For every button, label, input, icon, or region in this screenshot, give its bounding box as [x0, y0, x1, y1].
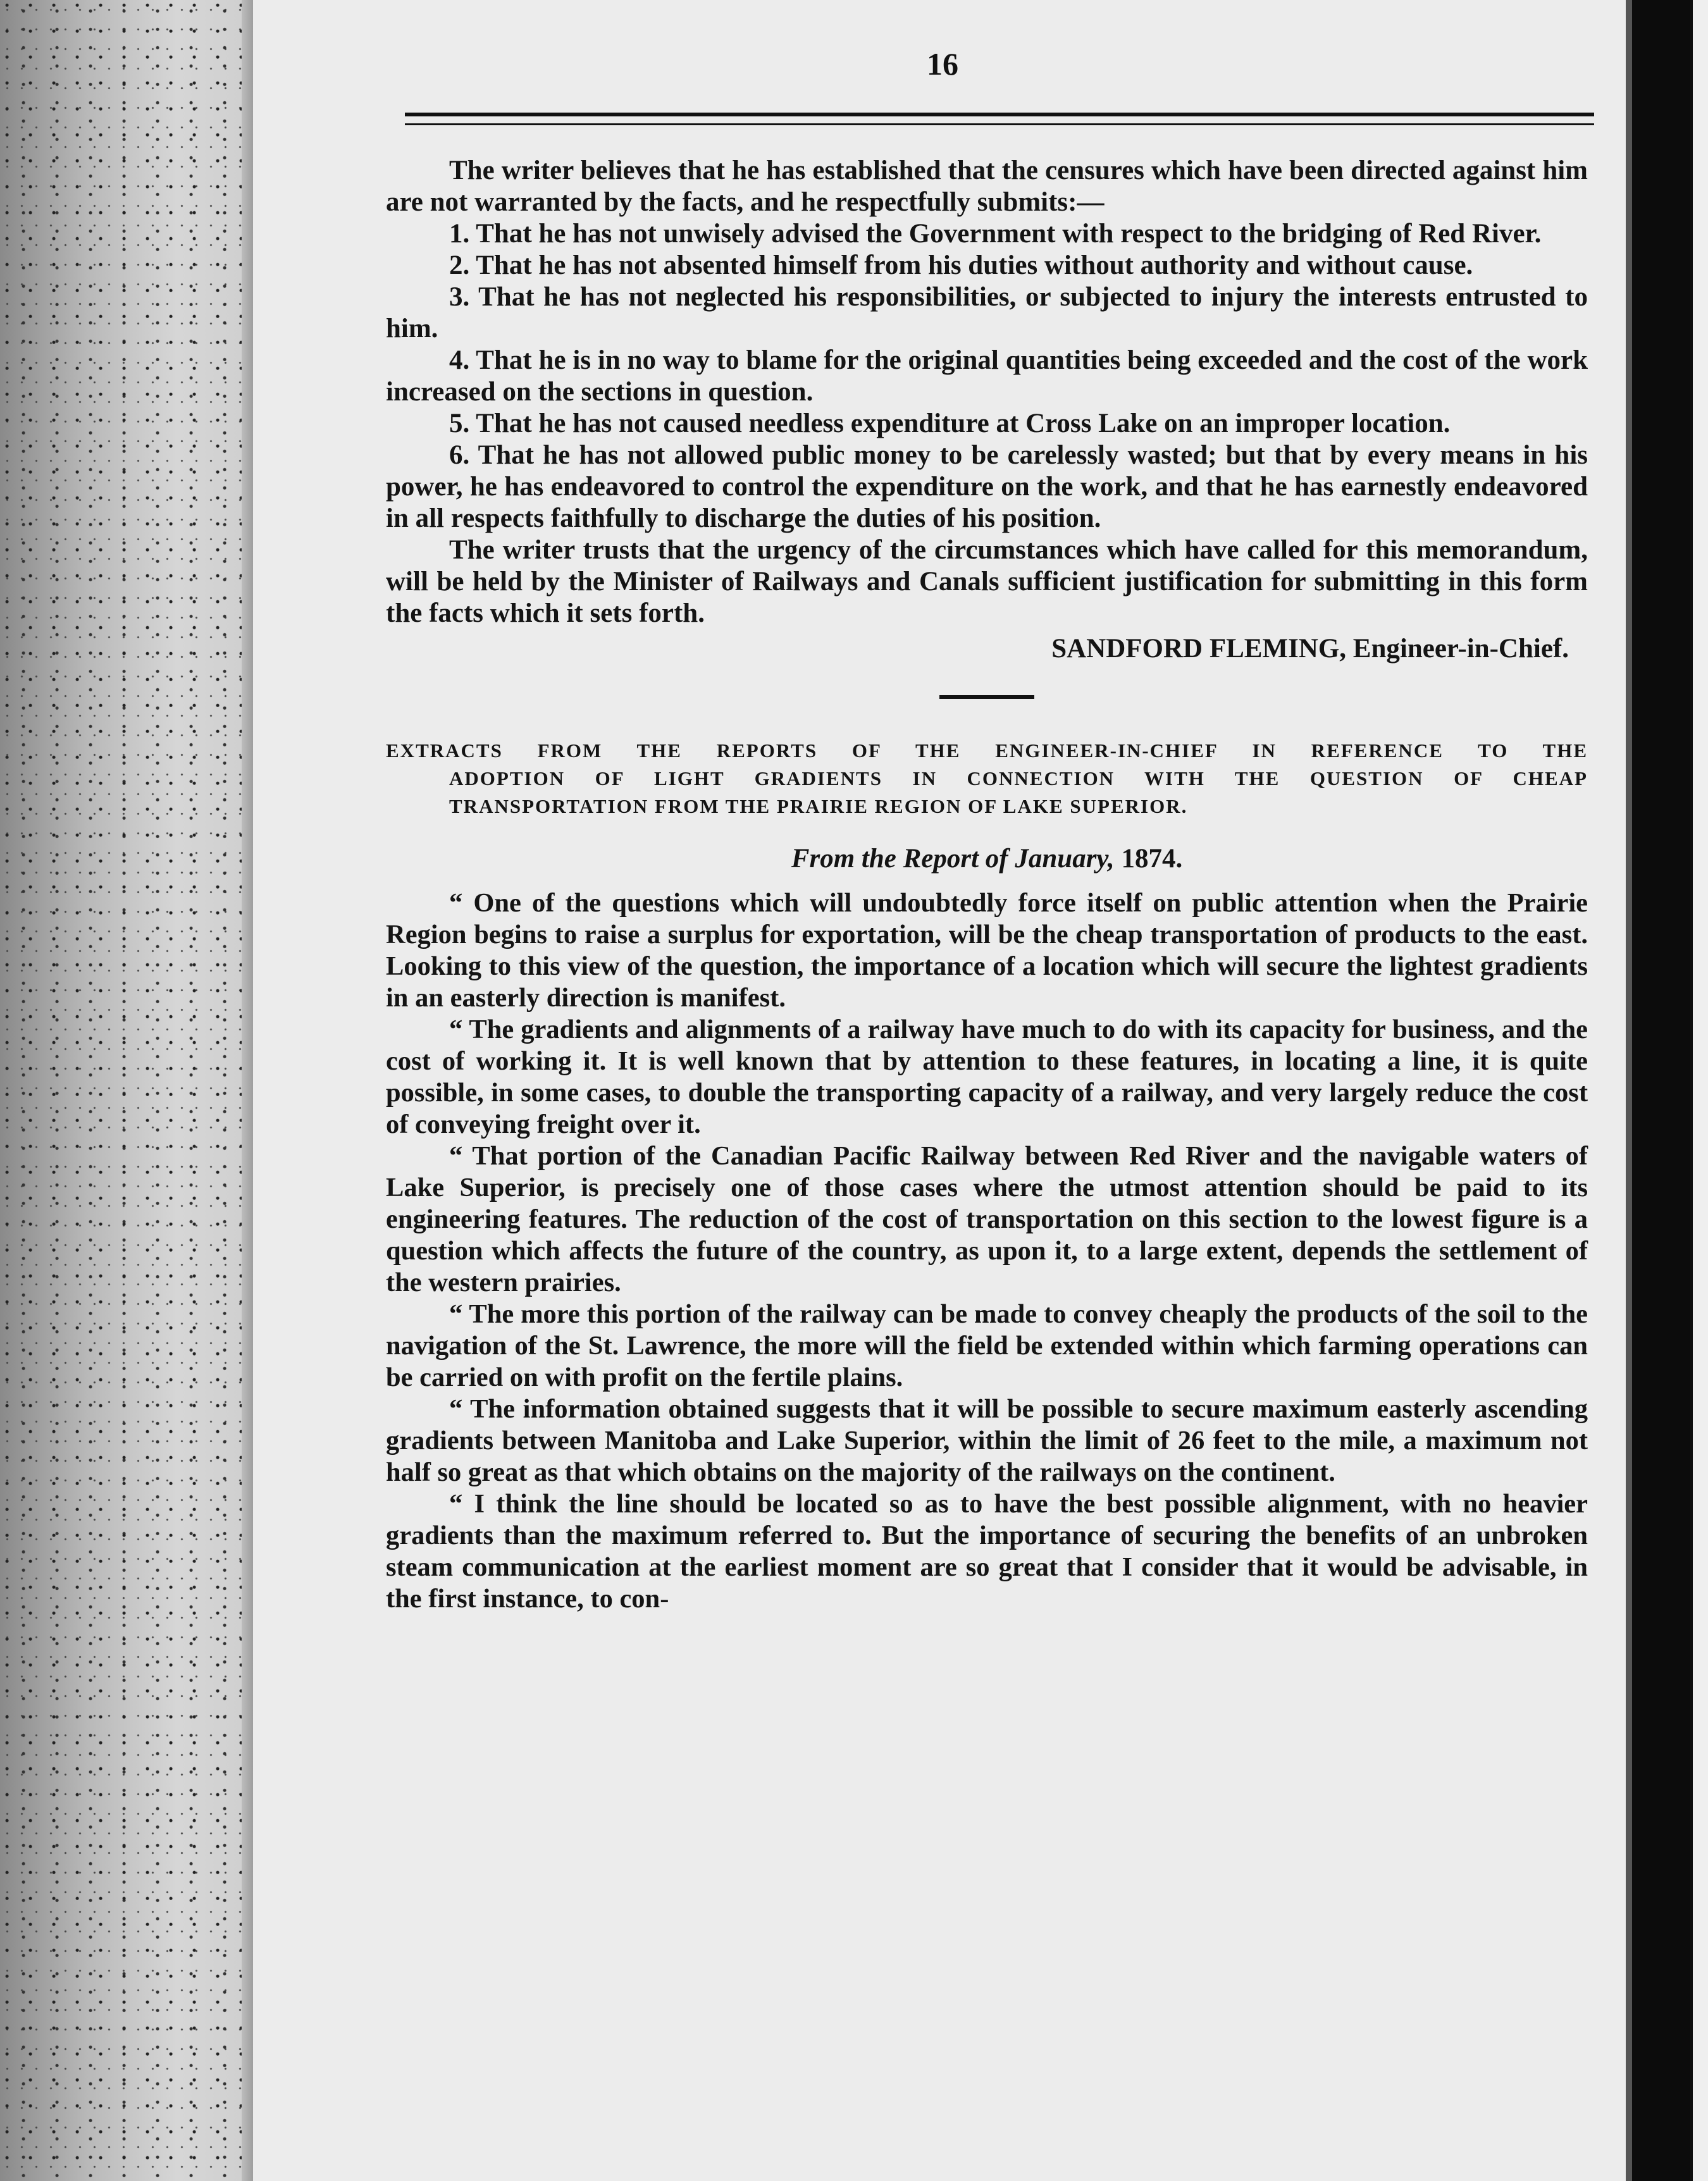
adjacent-page-edge	[1632, 0, 1708, 2181]
quote-paragraph: “ One of the questions which will undoubtedly force itself on public attention when the Prairie Region begins to raise a surplus for exportation, will be the cheap transportation of products to the east. Looking to this view of the question, the importance of a location which will secure the lightest gradients in an easterly direction is manifest.	[386, 888, 1588, 1013]
closing-paragraph: The writer trusts that the urgency of the circumstances which have called for this memorandum, will be held by the Minister of Railways and Canals sufficient justification for submitting in this form the facts which it sets forth.	[386, 535, 1588, 628]
extracts-heading-line-2: ADOPTION OF LIGHT GRADIENTS IN CONNECTION WITH THE QUESTION OF CHEAP	[449, 767, 1588, 789]
extracts-heading-line-1: EXTRACTS FROM THE REPORTS OF THE ENGINEER-IN-CHIEF IN REFERENCE TO THE	[386, 739, 1588, 762]
page-number: 16	[927, 46, 958, 82]
report-date-year: 1874.	[1121, 844, 1183, 874]
submission-item-6: 6. That he has not allowed public money to be carelessly wasted; but that by every means in his power, he has endeavored to control the expenditure on the work, and that he has earnestly endeavored in all respects faithfully to discharge the duties of his position.	[386, 440, 1588, 533]
header-double-rule	[405, 113, 1594, 125]
report-date-label: From the Report of January,	[791, 844, 1115, 874]
quote-paragraph: “ The information obtained suggests that it will be possible to secure maximum easterly ascending gradients between Manitoba and Lake Superior, within the limit of 26 feet to the mile, a maximum not half so great as that which obtains on the majority of the railways on the continent.	[386, 1394, 1588, 1487]
left-page-edge	[0, 0, 253, 2181]
quote-paragraph: “ I think the line should be located so as to have the best possible alignment, with no heavier gradients than the maximum referred to. But the importance of securing the benefits of an unbroken steam communication at the earliest moment are so great that I consider that it would be advisable, in the first instance, to con-	[386, 1489, 1588, 1614]
extracts-heading	[386, 737, 1588, 820]
signature: SANDFORD FLEMING, Engineer-in-Chief.	[1051, 634, 1569, 664]
submission-item-3: 3. That he has not neglected his responsibilities, or subjected to injury the interests entrusted to him.	[386, 282, 1588, 343]
document-page	[253, 0, 1632, 2181]
extracts-heading-line-3: TRANSPORTATION FROM THE PRAIRIE REGION OF LAKE SUPERIOR.	[449, 795, 1188, 817]
quote-paragraph: “ The gradients and alignments of a railway have much to do with its capacity for business, and the cost of working it. It is well known that by attention to these features, in locating a line, it is quite possible, in some cases, to double the transporting capacity of a railway, and very largely reduce the cost of conveying freight over it.	[386, 1015, 1588, 1139]
submission-item-4: 4. That he is in no way to blame for the original quantities being exceeded and the cost of the work increased on the sections in question.	[386, 345, 1588, 407]
submission-item-5: 5. That he has not caused needless expenditure at Cross Lake on an improper location.	[449, 409, 1451, 438]
page-fold	[242, 0, 253, 2181]
report-quotes	[386, 887, 1588, 1615]
section-divider	[939, 695, 1034, 699]
report-date	[386, 843, 1588, 875]
submission-item-1: 1. That he has not unwisely advised the Government with respect to the bridging of Red River.	[449, 219, 1542, 249]
page-content	[386, 155, 1588, 1615]
submission-item-2: 2. That he has not absented himself from his duties without authority and without cause.	[449, 250, 1473, 280]
quote-paragraph: “ That portion of the Canadian Pacific Railway between Red River and the navigable waters of Lake Superior, is precisely one of those cases where the utmost attention should be paid to its engineering features. The reduction of the cost of transportation on this section to the lowest figure is a question which affects the future of the country, as upon it, to a large extent, depends the settlement of the western prairies.	[386, 1141, 1588, 1297]
quote-paragraph: “ The more this portion of the railway can be made to convey cheaply the products of the soil to the navigation of the St. Lawrence, the more will the field be extended within which farming operations can be carried on with profit on the fertile plains.	[386, 1299, 1588, 1392]
adjacent-page-sliver	[1693, 0, 1708, 2181]
intro-paragraph: The writer believes that he has established that the censures which have been directed against him are not warranted by the facts, and he respectfully submits:—	[386, 156, 1588, 217]
